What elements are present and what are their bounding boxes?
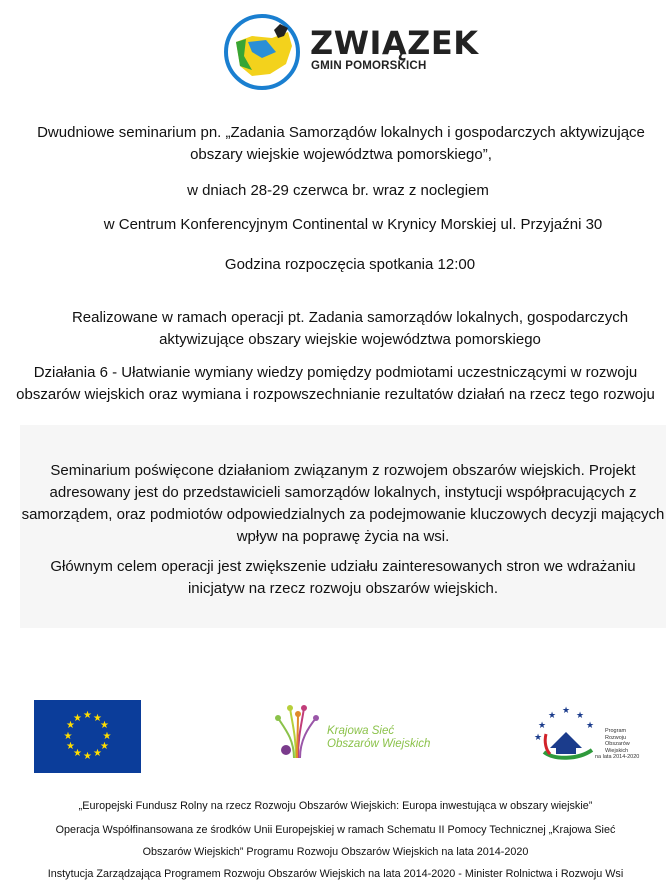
prow-logo-text [595,728,640,761]
svg-text:★: ★ [73,748,82,759]
operation-action-line2: obszarów wiejskich oraz wymiana i rozpowszechnianie rezultatów działań na rzecz tego rozwoju [16,386,655,403]
prow-line2: Rozwoju [605,734,627,741]
seminar-title-line2: obszary wiejskie województwa pomorskiego”, [190,146,492,163]
description-p1-line3: samorządem, oraz podmiotów odpowiedzialnych za podejmowanie kluczowych decyzji mających [21,506,665,523]
tree-icon [268,700,328,760]
ksow-logo-graphic [268,700,328,760]
svg-text:★: ★ [73,713,82,724]
description-paragraph-2 [20,556,666,600]
svg-text:★: ★ [93,748,102,759]
description-p1-line1: Seminarium poświęcone działaniom związanym z rozwojem obszarów wiejskich. Projekt [50,462,636,479]
svg-text:★: ★ [66,741,75,752]
pomeranian-map-icon [222,12,312,92]
eu-flag-logo [34,700,141,773]
footer-line1: „Europejski Fundusz Rolny na rzecz Rozwoju Obszarów Wiejskich: Europa inwestująca w obszary wiejskie” [78,800,593,812]
svg-text:★: ★ [100,720,109,731]
logo-subtitle: GMIN POMORSKICH [311,60,427,72]
svg-text:★: ★ [533,733,543,743]
seminar-title [20,122,662,166]
svg-text:★: ★ [66,720,75,731]
prow-line5: na lata 2014-2020 [595,754,640,760]
prow-emblem-icon [530,704,602,764]
logo-title: ZWIĄZEK [310,24,479,62]
svg-text:★: ★ [83,710,92,721]
prow-logo-graphic [530,704,602,764]
operation-title [20,307,671,351]
prow-line4: Wiejskich [605,747,629,754]
svg-text:★: ★ [63,731,73,742]
seminar-start-time: Godzina rozpoczęcia spotkania 12:00 [224,256,476,273]
description-paragraph-1 [20,460,666,548]
eu-stars-icon [34,700,141,773]
prow-line1: Program [605,728,627,734]
ksow-line2: Obszarów Wiejskich [327,738,431,750]
description-p2-line2: inicjatyw na rzecz rozwoju obszarów wiejskich. [187,580,499,597]
footer-line3: Obszarów Wiejskich” Programu Rozwoju Obszarów Wiejskich na lata 2014-2020 [142,846,529,858]
svg-text:★: ★ [585,721,595,731]
footer-line2: Operacja Współfinansowana ze środków Unii Europejskiej w ramach Schematu II Pomocy Technicznej „Krajowa Sieć [55,824,616,836]
svg-text:★: ★ [100,741,109,752]
svg-text:★: ★ [561,706,571,716]
seminar-title-line1: Dwudniowe seminarium pn. „Zadania Samorządów lokalnych i gospodarczych aktywizujące [37,124,645,141]
svg-text:★: ★ [83,751,92,762]
association-logo [222,12,479,92]
svg-text:★: ★ [575,711,585,721]
footer-line4: Instytucja Zarządzająca Programem Rozwoju Obszarów Wiejskich na lata 2014-2020 - Minister Rolnictwa i Rozwoju Wsi [47,868,624,880]
description-p1-line4: wpływ na poprawę życia na wsi. [236,528,450,545]
operation-action [0,362,671,406]
operation-action-line1: Działania 6 - Ułatwianie wymiany wiedzy pomiędzy podmiotami uczestniczącymi w rozwoju [33,364,638,381]
seminar-dates: w dniach 28-29 czerwca br. wraz z noclegiem [187,182,489,199]
ksow-line1: Krajowa Sieć [327,725,395,737]
description-p1-line2: adresowany jest do przedstawicieli samorządów lokalnych, instytucji współpracujących z [49,484,637,501]
description-p2-line1: Głównym celem operacji jest zwiększenie udziału zainteresowanych stron we wdrażaniu [50,558,636,575]
prow-line3: Obszarów [605,741,630,747]
seminar-venue: w Centrum Konferencyjnym Continental w Krynicy Morskiej ul. Przyjaźni 30 [103,216,603,233]
svg-text:★: ★ [93,713,102,724]
footer [0,797,671,883]
svg-text:★: ★ [537,721,547,731]
svg-text:★: ★ [547,711,557,721]
operation-line2: aktywizujące obszary wiejskie województwa pomorskiego [159,331,541,348]
svg-text:★: ★ [102,731,112,742]
ksow-logo-text [327,725,430,751]
operation-line1: Realizowane w ramach operacji pt. Zadania samorządów lokalnych, gospodarczych [71,309,629,326]
